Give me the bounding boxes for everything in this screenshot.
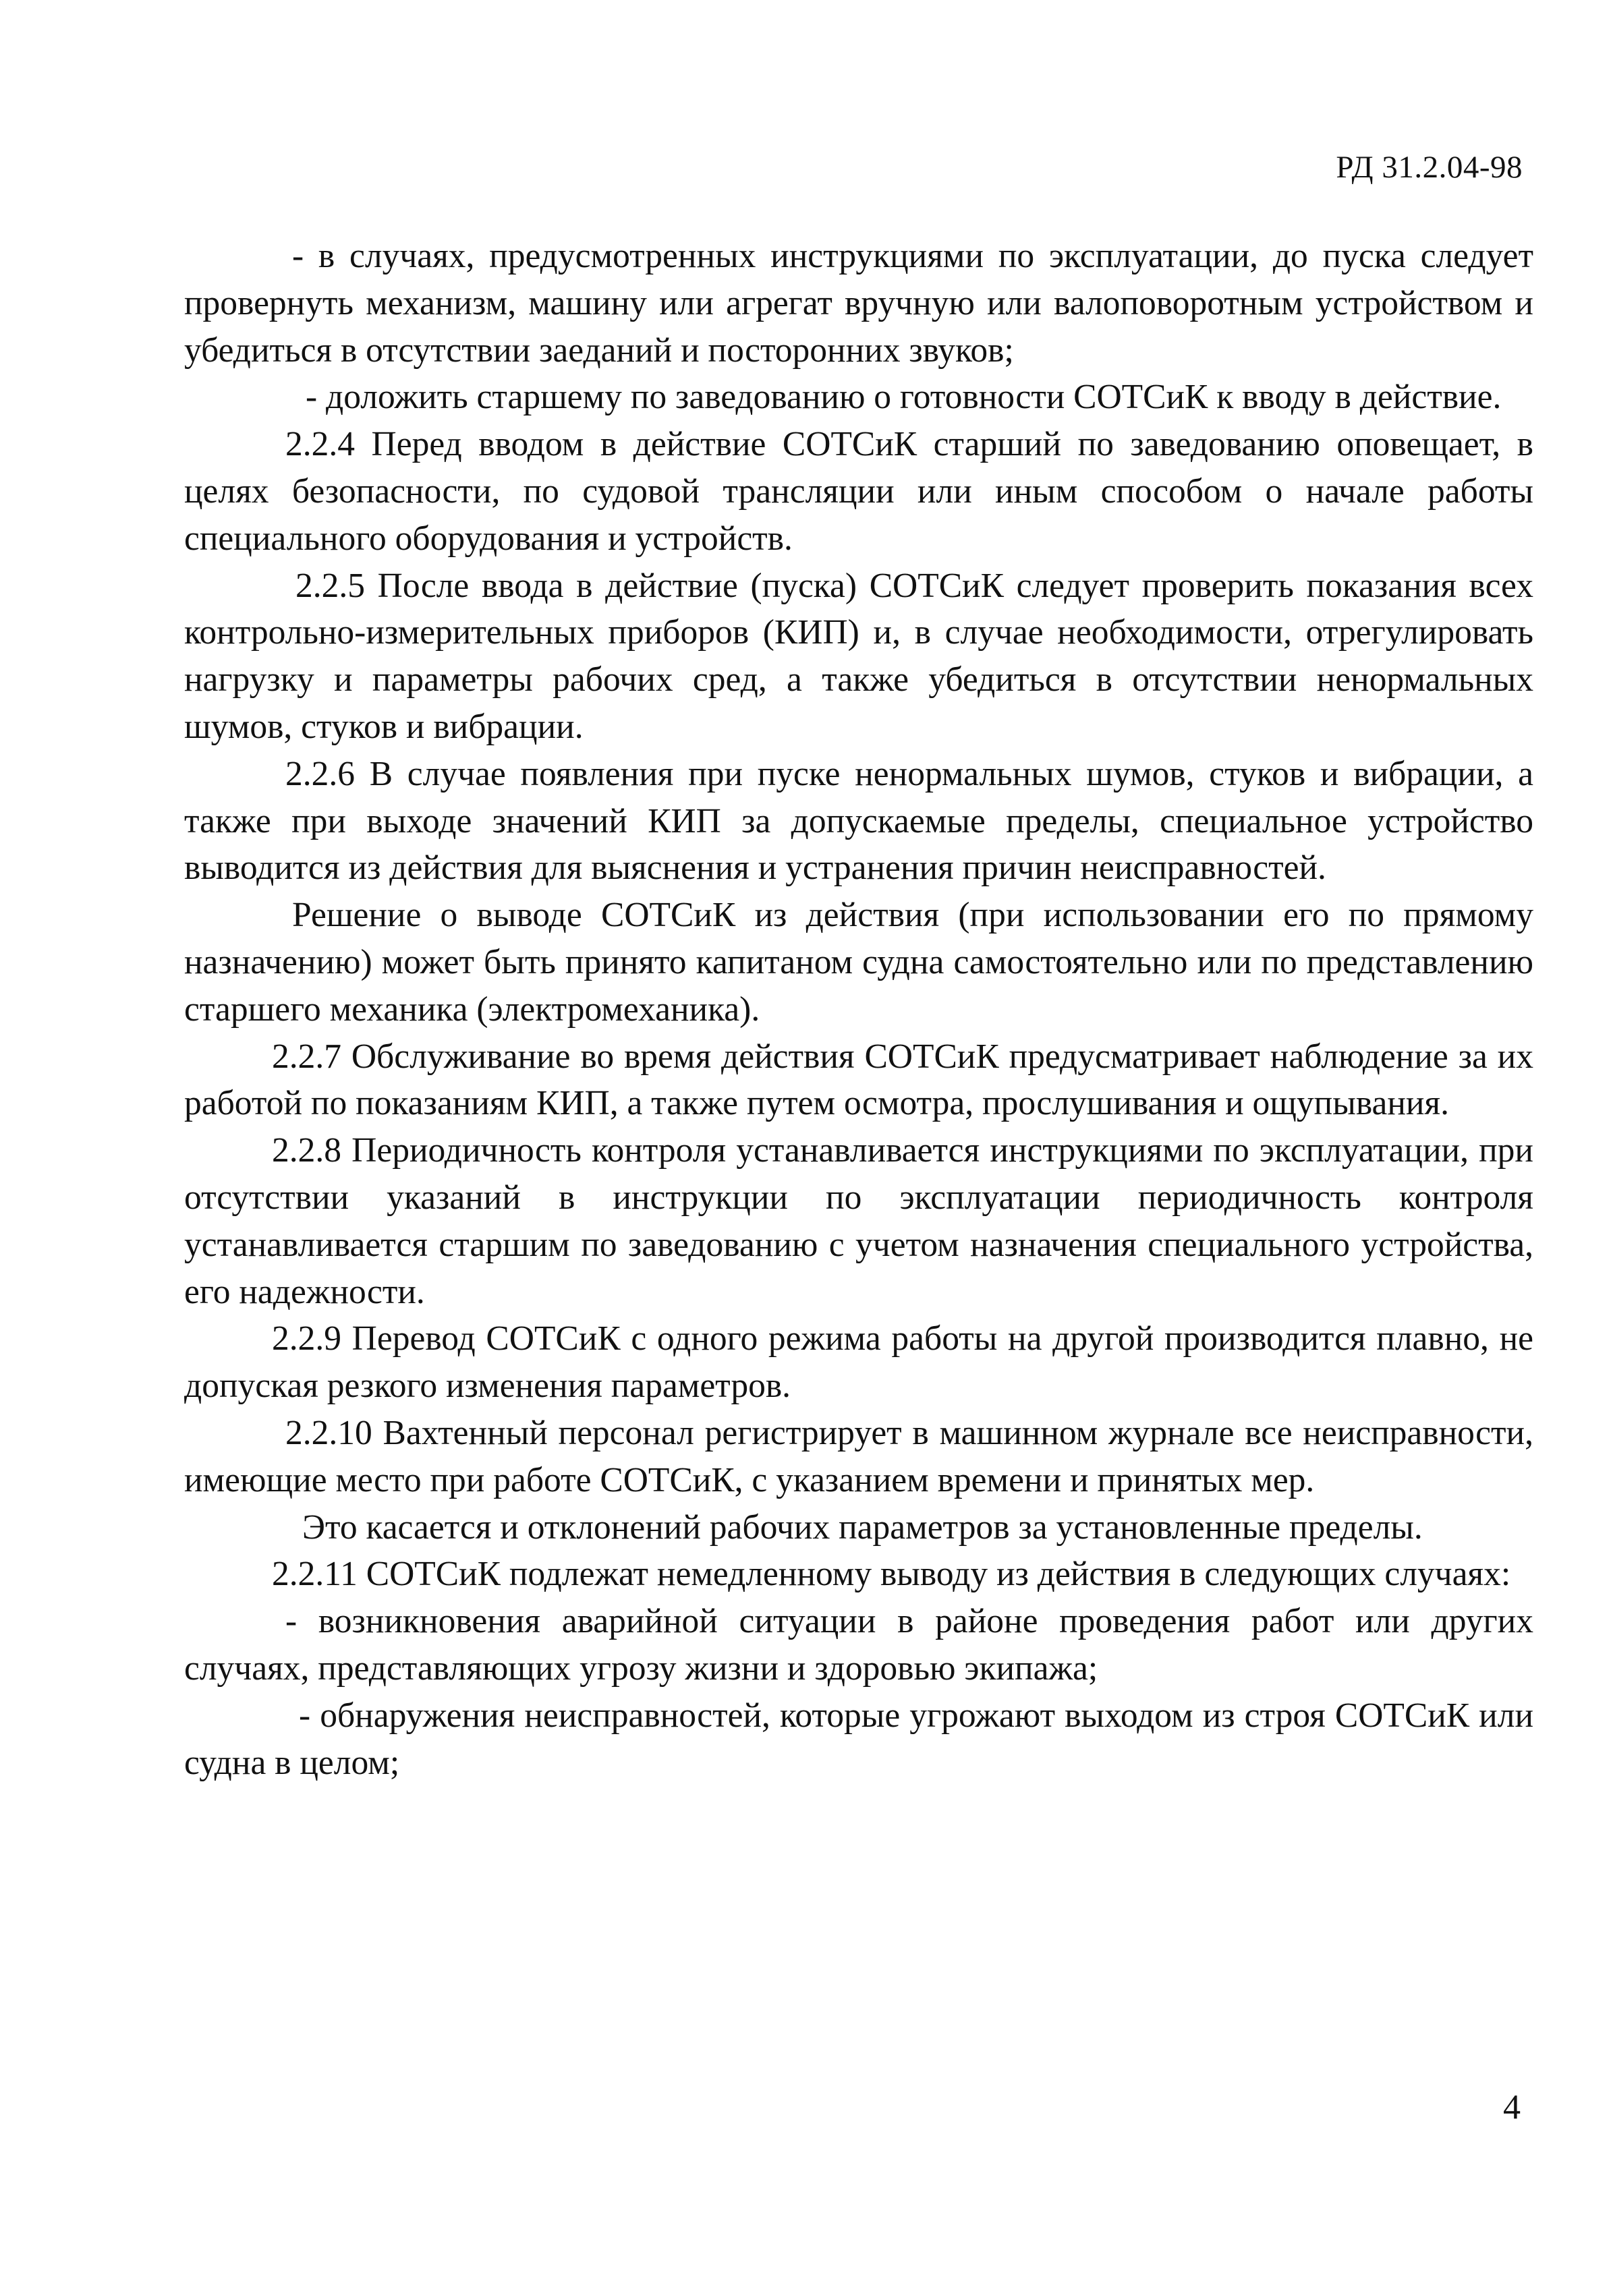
paragraph-decision-shutdown: Решение о выводе СОТСиК из действия (при использовании его по прямому назначению) может быть принято капитаном судна самостоятельно или по представлению старшего механика (электромеханика). [184, 896, 1533, 1029]
paragraph-2-2-6: 2.2.6 В случае появления при пуске ненормальных шумов, стуков и вибрации, а также при выходе значений КИП за допускаемые пределы, специальное устройство выводится из действия для выяснения и устранения причин неисправностей. [184, 754, 1533, 888]
paragraph-list-item-report-readiness: - доложить старшему по заведованию о готовности СОТСиК к вводу в действие. [306, 378, 1502, 417]
paragraph-list-item-turn-mechanism: - в случаях, предусмотренных инструкциями по эксплуатации, до пуска следует провернуть механизм, машину или агрегат вручную или валоповоротным устройством и убедиться в отсутствии заеданий и посторонних звуков; [184, 237, 1533, 370]
paragraph-list-item-malfunctions: - обнаружения неисправностей, которые угрожают выходом из строя СОТСиК или судна в целом; [184, 1696, 1533, 1782]
page-number: 4 [1503, 2088, 1521, 2127]
paragraph-2-2-4: 2.2.4 Перед вводом в действие СОТСиК старший по заведованию оповещает, в целях безопасности, по судовой трансляции или иным способом о начале работы специального оборудования и устройств. [184, 425, 1533, 558]
document-code-header: РД 31.2.04-98 [1336, 150, 1523, 185]
paragraph-2-2-10: 2.2.10 Вахтенный персонал регистрирует в машинном журнале все неисправности, имеющие место при работе СОТСиК, с указанием времени и принятых мер. [184, 1413, 1533, 1499]
body-text [184, 233, 1533, 1786]
paragraph-list-item-emergency: - возникновения аварийной ситуации в районе проведения работ или других случаях, представляющих угрозу жизни и здоровью экипажа; [184, 1602, 1533, 1688]
paragraph-2-2-9: 2.2.9 Перевод СОТСиК с одного режима работы на другой производится плавно, не допуская резкого изменения параметров. [184, 1319, 1533, 1406]
paragraph-2-2-8: 2.2.8 Периодичность контроля устанавливается инструкциями по эксплуатации, при отсутствии указаний в инструкции по эксплуатации периодичность контроля устанавливается старшим по заведованию с учетом назначения специального устройства, его надежности. [184, 1131, 1533, 1311]
paragraph-parameter-deviations: Это касается и отклонений рабочих параметров за установленные пределы. [302, 1508, 1423, 1547]
paragraph-2-2-11: 2.2.11 СОТСиК подлежат немедленному выводу из действия в следующих случаях: [272, 1555, 1511, 1594]
paragraph-2-2-7: 2.2.7 Обслуживание во время действия СОТСиК предусматривает наблюдение за их работой по показаниям КИП, а также путем осмотра, прослушивания и ощупывания. [184, 1037, 1533, 1123]
paragraph-2-2-5: 2.2.5 После ввода в действие (пуска) СОТСиК следует проверить показания всех контрольно-измерительных приборов (КИП) и, в случае необходимости, отрегулировать нагрузку и параметры рабочих сред, а также убедиться в отсутствии ненормальных шумов, стуков и вибрации. [184, 566, 1533, 746]
